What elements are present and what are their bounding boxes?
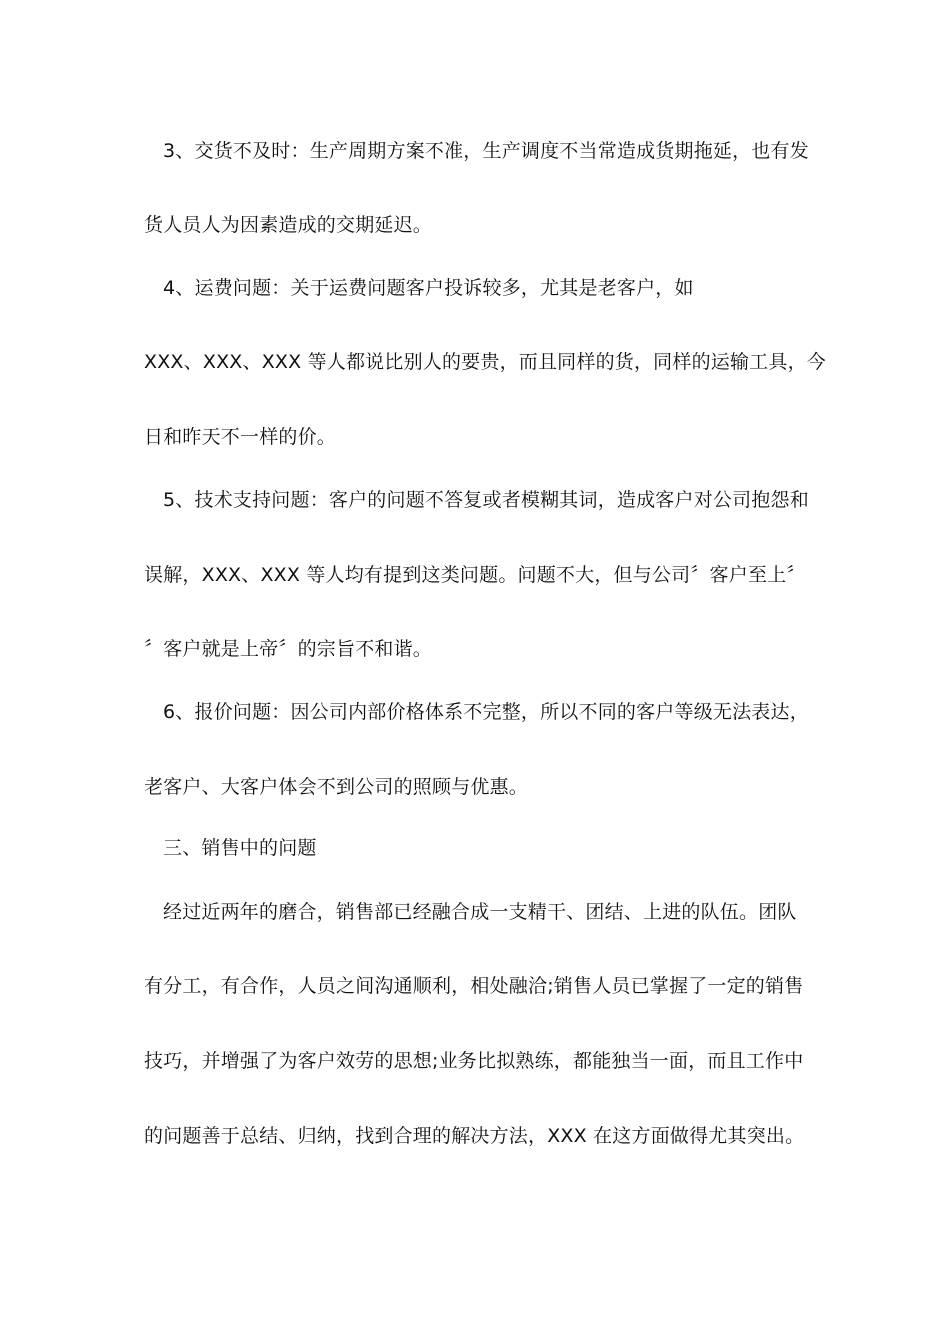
- paragraph-sales-line-1: 经过近两年的磨合，销售部已经融合成一支精干、团结、上进的队伍。团队: [163, 901, 797, 923]
- paragraph-5-support-line-1: 5、技术支持问题：客户的问题不答复或者模糊其词，造成客户对公司抱怨和: [163, 489, 809, 511]
- paragraph-6-quote-line-2: 老客户、大客户体会不到公司的照顾与优惠。: [144, 776, 529, 798]
- paragraph-3-delivery-line-1: 3、交货不及时：生产周期方案不准，生产调度不当常造成货期拖延，也有发: [163, 140, 809, 162]
- paragraph-6-quote-line-1: 6、报价问题：因公司内部价格体系不完整，所以不同的客户等级无法表达，: [163, 701, 809, 723]
- paragraph-4-freight-line-3: 日和昨天不一样的价。: [144, 426, 337, 448]
- paragraph-3-delivery-line-2: 货人员人为因素造成的交期延迟。: [144, 214, 433, 236]
- paragraph-4-freight-line-2: XXX、XXX、XXX 等人都说比别人的要贵，而且同样的货，同样的运输工具，今: [144, 351, 826, 373]
- paragraph-5-support-line-3: 〞客户就是上帝〞的宗旨不和谐。: [144, 638, 433, 660]
- paragraph-sales-line-2: 有分工，有合作，人员之间沟通顺利，相处融洽;销售人员已掌握了一定的销售: [144, 975, 804, 997]
- paragraph-5-support-line-2: 误解，XXX、XXX 等人均有提到这类问题。问题不大，但与公司〞客户至上〞: [144, 564, 806, 586]
- paragraph-sales-line-3: 技巧，并增强了为客户效劳的思想;业务比拟熟练，都能独当一面，而且工作中: [144, 1050, 804, 1072]
- paragraph-4-freight-line-1: 4、运费问题：关于运费问题客户投诉较多，尤其是老客户，如: [163, 277, 694, 299]
- paragraph-sales-line-4: 的问题善于总结、归纳，找到合理的解决方法，XXX 在这方面做得尤其突出。: [144, 1125, 805, 1147]
- section-heading: 三、销售中的问题: [163, 837, 317, 859]
